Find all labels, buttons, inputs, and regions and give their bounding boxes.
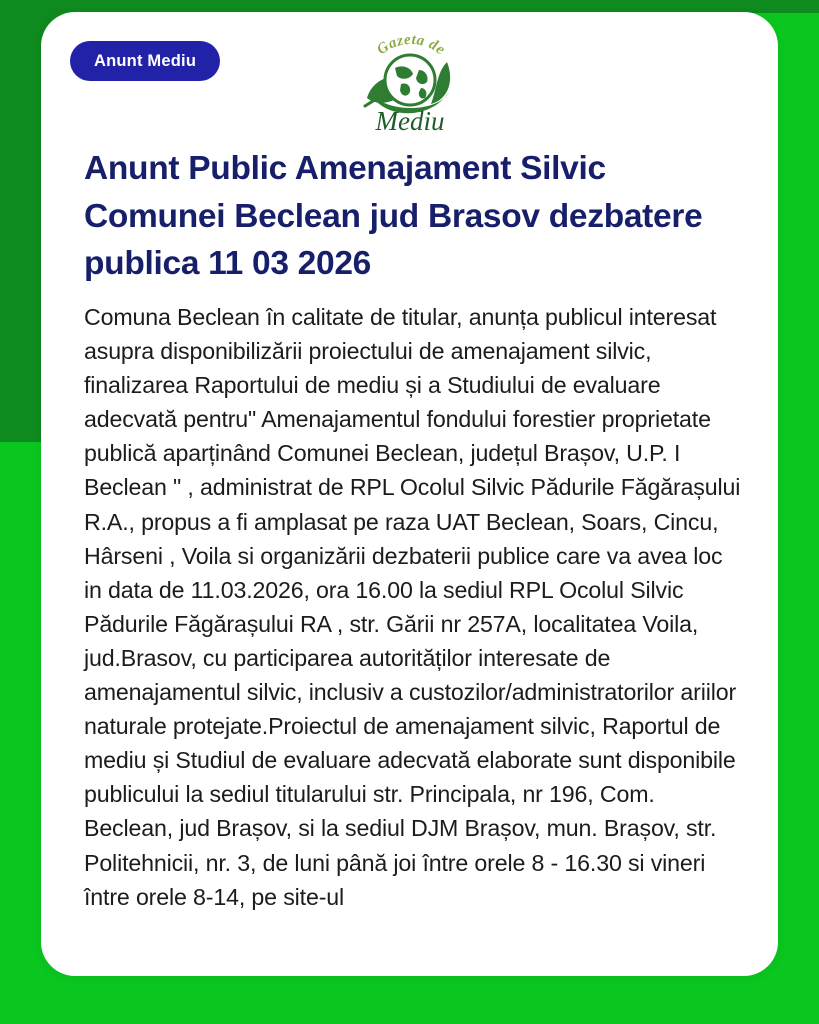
card-header — [41, 12, 778, 134]
svg-text:Mediu: Mediu — [375, 106, 445, 136]
announcement-card — [41, 12, 778, 976]
gazeta-de-mediu-logo — [355, 26, 465, 138]
announcement-body — [84, 300, 743, 914]
svg-text:Gazeta de: Gazeta de — [374, 31, 449, 59]
category-badge[interactable]: Anunt Mediu — [70, 41, 220, 81]
announcement-paragraph: Comuna Beclean în calitate de titular, anunța publicul interesat asupra disponibilizării proiectului de amenajament silvic, finalizarea Raportului de mediu și a Studiului de evaluare adecvată pentru" Amenajamentul fondului forestier proprietate publică aparținând Comunei Beclean, județul Brașov, U.P. I Beclean " , administrat de RPL Ocolul Silvic Pădurile Făgărașului R.A., propus a fi amplasat pe raza UAT Beclean, Soars, Cincu, Hârseni , Voila si organizării dezbaterii publice care va avea loc in data de 11.03.2026, ora 16.00 la sediul RPL Ocolul Silvic Pădurile Făgărașului RA , str. Gării nr 257A, localitatea Voila, jud.Brasov, cu participarea autorităților interesate de amenajamentul silvic, inclusiv a custozilor/administratorilor ariilor naturale protejate.Proiectul de amenajament silvic, Raportul de mediu și Studiul de evaluare adecvată elaborate sunt disponibile publicului la sediul titularului str. Principala, nr 196, Com. Beclean, jud Brașov, si la sediul DJM Brașov, mun. Brașov, str. Politehnicii, nr. 3, de luni până joi între orele 8 - 16.30 si vineri între orele 8-14, pe site-ul — [84, 304, 741, 910]
page-title: Anunt Public Amenajament Silvic Comunei Beclean jud Brasov dezbatere publica 11 03 2026 — [84, 150, 703, 283]
